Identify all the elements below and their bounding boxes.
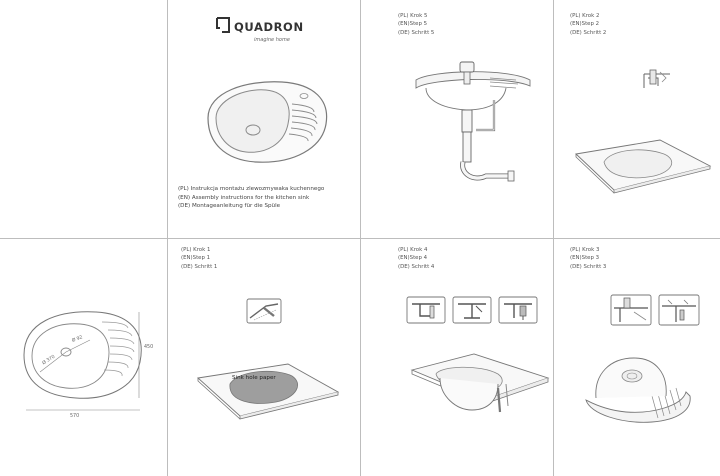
- cover-title: [178, 185, 324, 211]
- step5-label-en: (EN)Step 5: [398, 21, 428, 28]
- step2-label-de: (DE) Schritt 2: [570, 29, 607, 36]
- height-dimension-label: 450: [144, 345, 154, 350]
- step4-label-en: (EN)Step 4: [398, 255, 428, 262]
- cover-title-en: (EN) Assembly instructions for the kitchen sink: [178, 194, 310, 201]
- step2-label-pl: (PL) Krok 2: [570, 13, 600, 19]
- step5-label-pl: (PL) Krok 5: [398, 13, 428, 19]
- brand-tagline: imagine home: [254, 37, 290, 43]
- step3-label-de: (DE) Schritt 3: [570, 263, 607, 270]
- cover-title-pl: (PL) Instrukcja montażu zlewozmywaka kuchennego: [178, 186, 325, 192]
- step4-label-de: (DE) Schritt 4: [398, 263, 435, 270]
- step2-countertop-cutout-illustration: [574, 138, 712, 194]
- drain-diameter-label: Ø 92: [71, 335, 84, 344]
- step4-clamp-detail-1-icon: [406, 296, 446, 324]
- step1-label-en: (EN)Step 1: [181, 255, 211, 262]
- cover-sink-illustration: [196, 78, 336, 166]
- step5-label: [398, 12, 434, 37]
- step3-label-pl: (PL) Krok 3: [570, 247, 600, 253]
- step4-label-pl: (PL) Krok 4: [398, 247, 428, 253]
- step4-label: [398, 246, 434, 271]
- bowl-diameter-label: Ø 370: [41, 354, 57, 367]
- step3-inverted-sink-illustration: [582, 352, 694, 426]
- step5-drain-installation-illustration: [412, 60, 537, 190]
- sink-hole-paper-label: Sink hole paper: [232, 375, 276, 381]
- step5-label-de: (DE) Schritt 5: [398, 29, 435, 36]
- sink-dimension-drawing: [18, 300, 168, 425]
- step3-label-en: (EN)Step 3: [570, 255, 600, 262]
- step4-clamp-detail-2-icon: [452, 296, 492, 324]
- step2-clamp-detail-icon: [642, 68, 672, 92]
- step2-label-en: (EN)Step 2: [570, 21, 600, 28]
- step3-sealant-detail-1-icon: [610, 294, 652, 326]
- fold-line-left-horizontal: [0, 238, 360, 239]
- step1-countertop-template-illustration: [196, 362, 341, 420]
- brand-name: QUADRON: [234, 20, 304, 34]
- width-dimension-label: 570: [70, 414, 80, 419]
- step1-label-de: (DE) Schritt 1: [181, 263, 218, 270]
- step3-sealant-detail-2-icon: [658, 294, 700, 326]
- brand-logo-icon: [216, 17, 230, 33]
- step4-sink-mounting-illustration: [410, 352, 550, 414]
- fold-line-right-horizontal: [361, 238, 720, 239]
- step3-label: [570, 246, 606, 271]
- step4-clamp-detail-3-icon: [498, 296, 538, 324]
- step1-label: [181, 246, 217, 271]
- step1-label-pl: (PL) Krok 1: [181, 247, 211, 253]
- cover-title-de: (DE) Montageanleitung für die Spüle: [178, 203, 281, 210]
- step1-cutting-tool-icon: [246, 298, 282, 324]
- step2-label: [570, 12, 606, 37]
